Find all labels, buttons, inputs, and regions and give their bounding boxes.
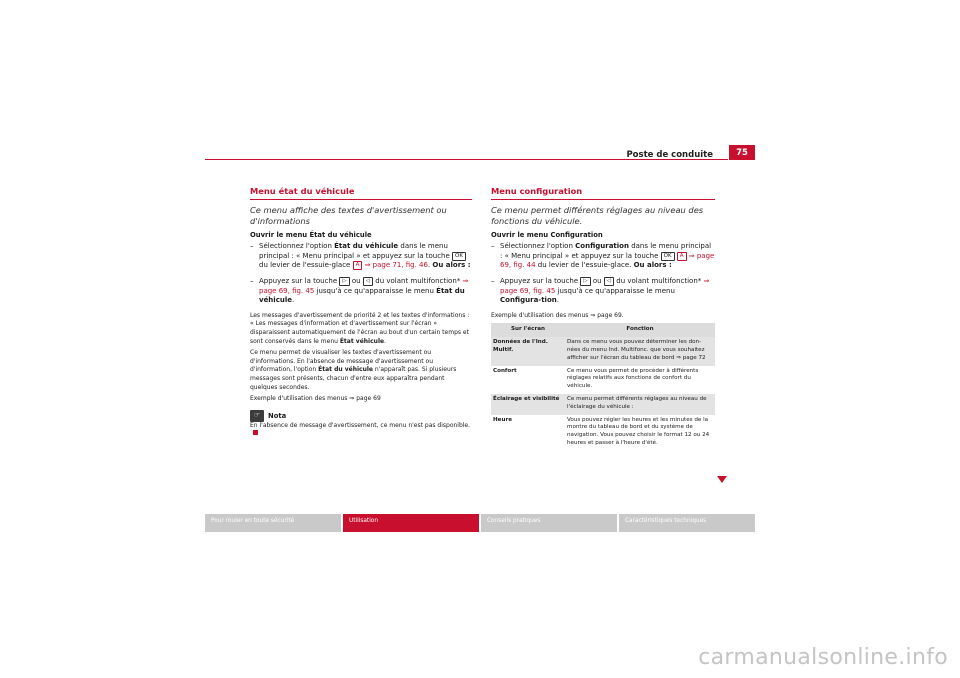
section-subtitle: Ce menu affiche des textes d'avertissement ou d'informations (250, 204, 447, 226)
table-cell: Ce menu vous permet de procéder à différents réglages relatifs aux fonctions de confort du véhicule. (567, 367, 699, 390)
page-reference-link[interactable]: ⇒ page 69, fig. 45 (259, 276, 469, 295)
instruction-step: – Appuyez sur la touche ▷ ou ◁ du volant multifonction* ⇒ page 69, fig. 45 jusqu'à ce qu'apparaisse le menu État du véhicule. (250, 276, 469, 305)
footer-tab-operation[interactable]: Utilisation (343, 514, 479, 532)
next-arrow-key-icon: ▷ (339, 277, 349, 286)
page-number: 75 (729, 145, 755, 160)
footer-nav (205, 514, 755, 532)
table-row (491, 366, 715, 394)
instruction-step: – Sélectionnez l'option Configuration dans le menu principal : « Menu principal » et appuyez sur la touche OK A ⇒ page 69, fig. 44 du levier de l'essuie-glace. Ou alors : (491, 242, 715, 270)
page-reference-link[interactable]: ⇒ page 71, fig. 46 (364, 261, 428, 270)
footer-tab-safety[interactable]: Pour rouler en toute sécurité (205, 514, 341, 532)
a-key-icon: A (677, 252, 687, 261)
section-end-marker-icon (253, 430, 258, 435)
body-paragraph: Les messages d'avertissement de priorité 2 et les textes d'informations : « Les messages d'information et d'avertissement sur l'écran » disparaissent automatiquement de l'écran au bout d'un certain temps et sont conservés dans le menu État véhicule. (250, 311, 470, 345)
page-reference-link[interactable]: ⇒ page 69, fig. 45 (500, 276, 710, 295)
table-cell: Vous pouvez régler les heures et les minutes de la montre du tableau de bord et du système de navigation. Vous pouvez choisir le format 12 ou 24 heures et passer à l'heure d'été. (567, 416, 710, 446)
section-title: Menu configuration (491, 187, 715, 200)
table-cell: Données de l'Ind. Multif. (491, 337, 565, 365)
section-subtitle: Ce menu permet différents réglages au niveau des fonctions du véhicule. (491, 204, 704, 226)
page-reference-link[interactable]: ⇒ page 69, fig. 44 (500, 251, 715, 270)
section-title: Menu état du véhicule (250, 187, 472, 200)
back-arrow-key-icon: ◁ (604, 277, 614, 286)
column-header: Sur l'écran (491, 323, 565, 337)
footer-tab-tips[interactable]: Conseils pratiques (481, 514, 617, 532)
body-paragraph: Exemple d'utilisation des menus ⇒ page 69 (250, 395, 381, 403)
table-cell: Dans ce menu vous pouvez déterminer les don-nées du menu Ind. Multifonc. que vous souhaitez afficher sur l'écran du tableau de bord ⇒ page 72 (565, 337, 715, 365)
left-column (250, 187, 472, 442)
table-cell: Confort (493, 367, 517, 374)
table-header-row (491, 323, 715, 337)
column-header: Fonction (565, 323, 715, 337)
right-column (491, 187, 715, 451)
table-cell: Éclairage et visibilité (491, 394, 565, 415)
continue-arrow-icon (717, 476, 727, 483)
footer-tab-specs[interactable]: Caractéristiques techniques (619, 514, 755, 532)
note-label: Nota (268, 412, 287, 421)
open-menu-heading: Ouvrir le menu État du véhicule (250, 230, 372, 239)
instruction-step: – Sélectionnez l'option État du véhicule dans le menu principal : « Menu principal » et appuyez sur la touche OK du levier de l'essuie-glace A ⇒ page 71, fig. 46. Ou alors : (250, 242, 471, 270)
ok-key-icon: OK (452, 252, 466, 261)
page-header-title: Poste de conduite (626, 150, 713, 160)
body-paragraph: Ce menu permet de visualiser les textes d'avertissement ou d'informations. En l'absence de message d'avertissement ou d'information, l'option État du véhicule n'apparaît pas. Si plusieurs messages sont présents, chacun d'entre eux apparaîtra pendant quelques secondes. (250, 349, 457, 391)
watermark: carmanualsonline.info (698, 645, 948, 670)
next-arrow-key-icon: ▷ (580, 277, 590, 286)
table-cell: Ce menu permet différents réglages au niveau de l'éclairage du véhicule : (565, 394, 715, 415)
example-reference: Exemple d'utilisation des menus ⇒ page 69. (491, 311, 624, 319)
table-row (491, 394, 715, 415)
instruction-step: – Appuyez sur la touche ▷ ou ◁ du volant multifonction* ⇒ page 69, fig. 45 jusqu'à ce qu'apparaisse le menu Configura-tion. (491, 276, 710, 305)
open-menu-heading: Ouvrir le menu Configuration (491, 230, 603, 239)
note-text: En l'absence de message d'avertissement, ce menu n'est pas disponible. (250, 422, 472, 439)
info-hand-icon: ☞ (250, 410, 264, 422)
ok-key-icon: OK (661, 252, 675, 261)
table-row (491, 337, 715, 365)
table-row (491, 415, 715, 451)
table-cell: Heure (493, 416, 513, 423)
menu-table (491, 323, 715, 450)
back-arrow-key-icon: ◁ (363, 277, 373, 286)
note-heading (250, 410, 472, 422)
a-key-icon: A (353, 261, 363, 270)
